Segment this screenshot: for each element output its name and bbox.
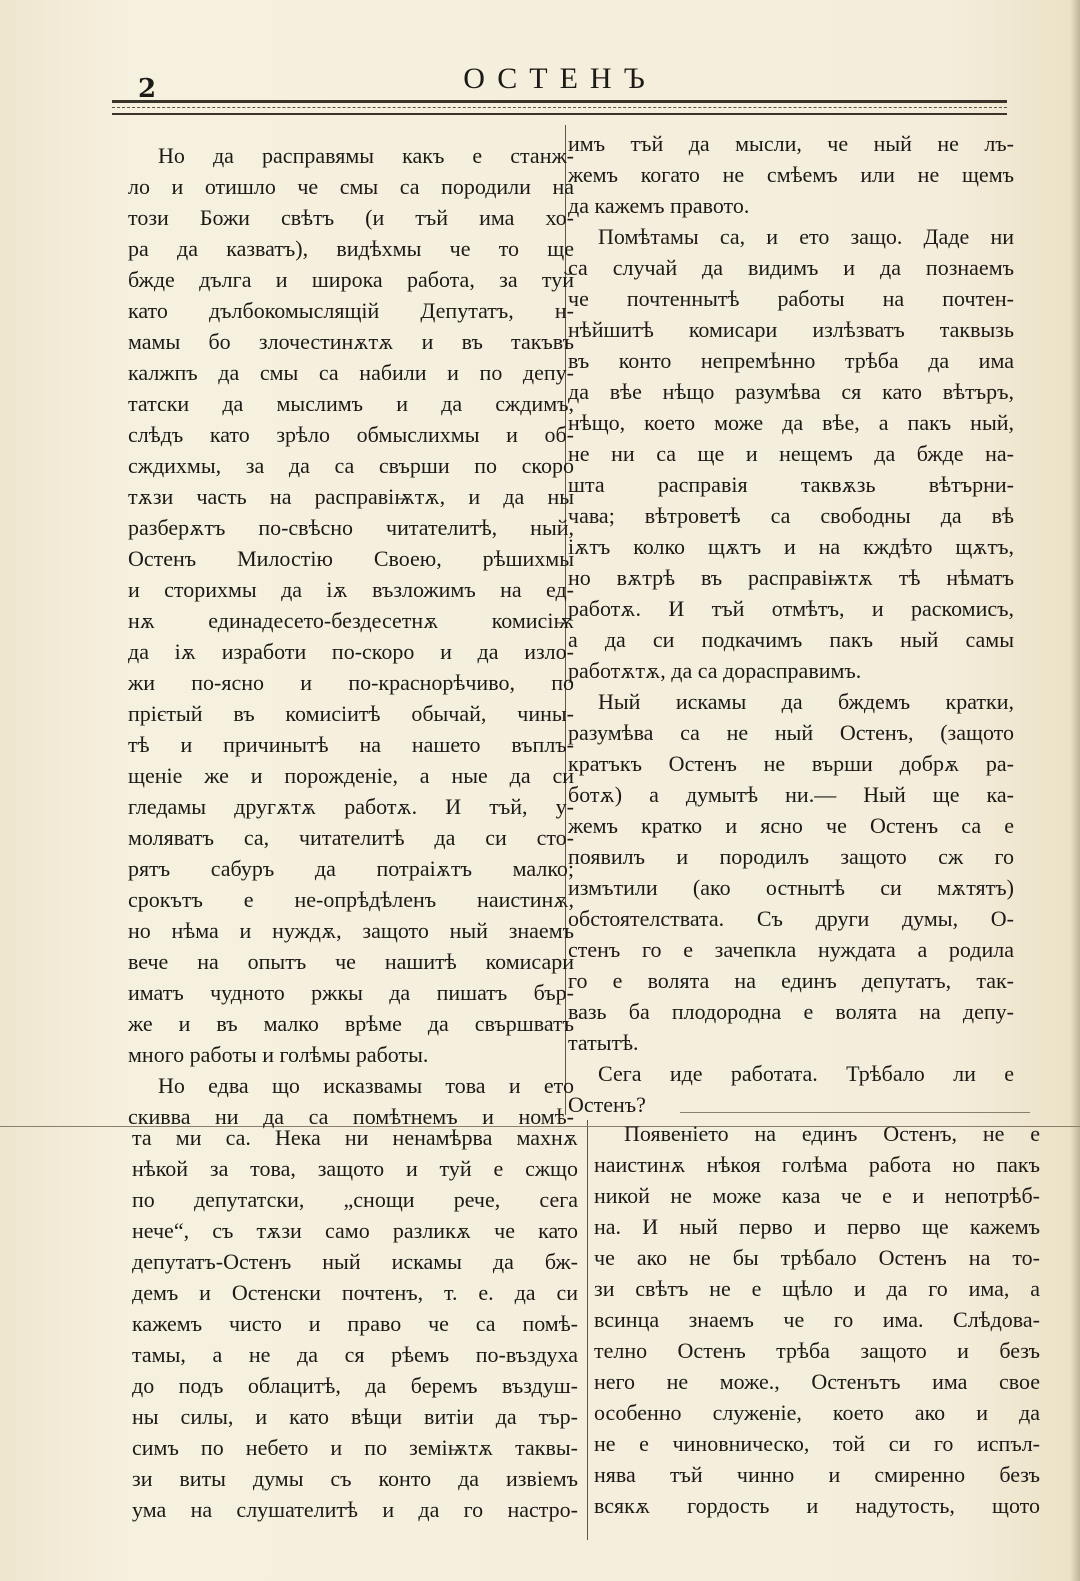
- text-line: Но да расправямы какъ е станж-: [158, 143, 574, 168]
- text-line: че ако не бы трѣбало Остенъ на то-: [594, 1245, 1040, 1270]
- text-line: зи свѣтъ не е щѣло и да го има, а: [594, 1276, 1040, 1301]
- text-line: да кажемъ правото.: [568, 193, 750, 218]
- text-line: та ми са. Нека ни ненамѣрва махнѫ: [132, 1125, 578, 1150]
- text-line: тамы, а не да ся рѣемъ по-въздуха: [132, 1342, 578, 1367]
- text-line: работѫтѫ, да са дорасправимъ.: [568, 658, 862, 683]
- text-line: нече“, съ тѫзи само разликѫ че като: [132, 1218, 578, 1243]
- text-line: ны силы, и като вѣщи витіи да тър-: [132, 1404, 578, 1429]
- text-line: нява тъй чинно и смиренно безъ: [594, 1462, 1040, 1487]
- text-line: демъ и Остенски почтенъ, т. е. да си: [132, 1280, 578, 1305]
- text-line: ума на слушателитѣ и да го настро-: [132, 1497, 578, 1522]
- text-line: а да си подкачимъ пакъ ный самы: [568, 627, 1014, 652]
- text-line: го е волята на единъ депутатъ, так-: [568, 968, 1014, 993]
- text-line: работѫ. И тъй отмѣтъ, и раскомисъ,: [568, 596, 1014, 621]
- text-line: нѣйшитѣ комисари излѣзватъ таквызь: [568, 317, 1014, 342]
- text-line: чава; вѣтроветѣ са свободны да вѣ: [568, 503, 1014, 528]
- text-line: стенъ го е зачепкла нуждата а родила: [568, 937, 1014, 962]
- text-line: нѫ единадесето-бездесетнѫ комисіѭ: [128, 608, 574, 633]
- text-line: имъ тъй да мысли, че ный не лъ-: [568, 131, 1014, 156]
- text-line: калжпъ да смы са набили и по депу-: [128, 360, 574, 385]
- text-line: гледамы другѫтѫ работѫ. И тъй, у-: [128, 794, 574, 819]
- text-line: тѣ и причинытѣ на нашето въплъ-: [128, 732, 574, 757]
- text-line: нѣщо, което може да вѣе, а пакъ ный,: [568, 410, 1014, 435]
- text-line: на. И ный перво и перво ще кажемъ: [594, 1214, 1040, 1239]
- journal-title: ОСТЕНЪ: [463, 62, 657, 95]
- text-line: до подъ облацитѣ, да беремъ въздуш-: [132, 1373, 578, 1398]
- text-line: да вѣе нѣщо разумѣва ся като вѣтъръ,: [568, 379, 1014, 404]
- text-line: не е чиновническо, той си го испъл-: [594, 1431, 1040, 1456]
- text-line: иматъ чудното ржкы да пишатъ бър-: [128, 980, 574, 1005]
- text-line: симъ по небето и по земіѭтѫ таквы-: [132, 1435, 578, 1460]
- text-line: по депутатски, „снощи рече, сега: [132, 1187, 578, 1212]
- text-line: кратъкъ Остенъ не върши добрѫ ра-: [568, 751, 1014, 776]
- text-line: ра да казватъ), видѣхмы че то ще: [128, 236, 574, 261]
- text-line: шта расправія таквѫзь вѣтърни-: [568, 472, 1014, 497]
- column-right-top: [568, 128, 1014, 1120]
- text-line: Ный искамы да бждемъ кратки,: [598, 689, 1014, 714]
- text-line: татски да мыслимъ и да сждимъ,: [128, 391, 574, 416]
- text-line: нѣкой за това, защото и туй е сжщо: [132, 1156, 578, 1181]
- text-line: разберѫтъ по-свѣсно читателитѣ, ный,: [128, 515, 574, 540]
- text-line: не ни са ще и нещемъ да бжде на-: [568, 441, 1014, 466]
- text-line: измътили (ако остнытѣ си мѫтятъ): [568, 875, 1014, 900]
- text-line: всинца знаемъ че го има. Слѣдова-: [594, 1307, 1040, 1332]
- column-divider-bottom: [587, 1120, 588, 1540]
- text-line: жемъ кратко и ясно че Остенъ са е: [568, 813, 1014, 838]
- header-rule-bottom: [112, 113, 1007, 115]
- text-line: зи виты думы съ конто да извіемъ: [132, 1466, 578, 1491]
- text-line: Остенъ Милостію Своею, рѣшихмы: [128, 546, 574, 571]
- text-line: но нѣма и нуждѫ, защото ный знаемъ: [128, 918, 574, 943]
- column-left-bottom: [132, 1122, 578, 1525]
- text-line: никой не може каза че е и непотрѣб-: [594, 1183, 1040, 1208]
- text-line: сждихмы, за да са свърши по скоро: [128, 453, 574, 478]
- text-line: въ конто непремѣнно трѣба да има: [568, 348, 1014, 373]
- text-line: обстоятелствата. Съ други думы, О-: [568, 906, 1014, 931]
- text-line: него не може., Остенътъ има свое: [594, 1369, 1040, 1394]
- page-number: 2: [138, 74, 157, 104]
- text-line: ло и отишло че смы са породили на: [128, 174, 574, 199]
- text-line: вазь ба плодородна е волята на депу-: [568, 999, 1014, 1024]
- text-line: щеніе же и порожденіе, а ные да си: [128, 763, 574, 788]
- text-line: бжде дълга и широка работа, за туй: [128, 267, 574, 292]
- text-line: скивва ни да са помѣтнемъ и номѣ-: [128, 1104, 574, 1129]
- text-line: татытѣ.: [568, 1030, 639, 1055]
- text-line: моляватъ са, читателитѣ да си сто-: [128, 825, 574, 850]
- text-line: Остенъ?: [568, 1092, 646, 1117]
- text-line: разумѣва са не ный Остенъ, (защото: [568, 720, 1014, 745]
- text-line: Сега иде работата. Трѣбало ли е: [598, 1061, 1014, 1086]
- text-line: но вѫтрѣ въ расправіѭтѫ тѣ нѣматъ: [568, 565, 1014, 590]
- column-right-bottom: [594, 1118, 1040, 1521]
- text-line: много работы и голѣмы работы.: [128, 1042, 429, 1067]
- text-line: іѫтъ колко щѫтъ и на кждѣто щѫтъ,: [568, 534, 1014, 559]
- text-line: и сторихмы да іѫ възложимъ на ед-: [128, 577, 574, 602]
- text-line: този Божи свѣтъ (и тъй има хо-: [128, 205, 574, 230]
- header-rule-thick: [112, 100, 1007, 103]
- text-line: жи по-ясно и по-краснорѣчиво, по: [128, 670, 574, 695]
- text-line: появилъ и породилъ защото сж го: [568, 844, 1014, 869]
- text-line: Появеніето на единъ Остенъ, не е: [624, 1121, 1040, 1146]
- text-line: Помѣтамы са, и ето защо. Даде ни: [598, 224, 1014, 249]
- text-line: рятъ сабуръ да потраіѫтъ малко;: [128, 856, 574, 881]
- text-line: че почтеннытѣ работы на почтен-: [568, 286, 1014, 311]
- page-header: [110, 60, 1010, 104]
- text-line: кажемъ чисто и право че са помѣ-: [132, 1311, 578, 1336]
- text-line: особенно служеніе, което ако и да: [594, 1400, 1040, 1425]
- text-line: срокътъ е не-опрѣдѣленъ наистинѫ,: [128, 887, 574, 912]
- text-line: са случай да видимъ и да познаемъ: [568, 255, 1014, 280]
- text-line: като дълбокомыслящій Депутатъ, н-: [128, 298, 574, 323]
- text-line: Но едва що исказвамы това и ето: [158, 1073, 574, 1098]
- text-line: телно Остенъ трѣба защото и безъ: [594, 1338, 1040, 1363]
- text-line: тѫзи часть на расправіѭтѫ, и да ны: [128, 484, 574, 509]
- text-line: же и въ малко врѣме да свършватъ: [128, 1011, 574, 1036]
- column-left-top: [128, 140, 574, 1132]
- text-line: всякѫ гордость и надутость, щото: [594, 1493, 1040, 1518]
- text-line: слѣдъ като зрѣло обмыслихмы и об-: [128, 422, 574, 447]
- text-line: да іѫ изработи по-скоро и да изло-: [128, 639, 574, 664]
- text-line: вече на опытъ че нашитѣ комисари: [128, 949, 574, 974]
- text-line: ботѫ) а думытѣ ни.— Ный ще ка-: [568, 782, 1014, 807]
- text-line: наистинѫ нѣкоя голѣма работа но пакъ: [594, 1152, 1040, 1177]
- text-line: мамы бо злочестинѫтѫ и въ такъвъ: [128, 329, 574, 354]
- page-edge-shadow: [1070, 0, 1080, 1581]
- text-line: депутатъ-Остенъ ный искамы да бж-: [132, 1249, 578, 1274]
- text-line: прієтый въ комисіитѣ обычай, чины-: [128, 701, 574, 726]
- header-rule-ornament: [112, 107, 1007, 108]
- text-line: жемъ когато не смѣемъ или не щемъ: [568, 162, 1014, 187]
